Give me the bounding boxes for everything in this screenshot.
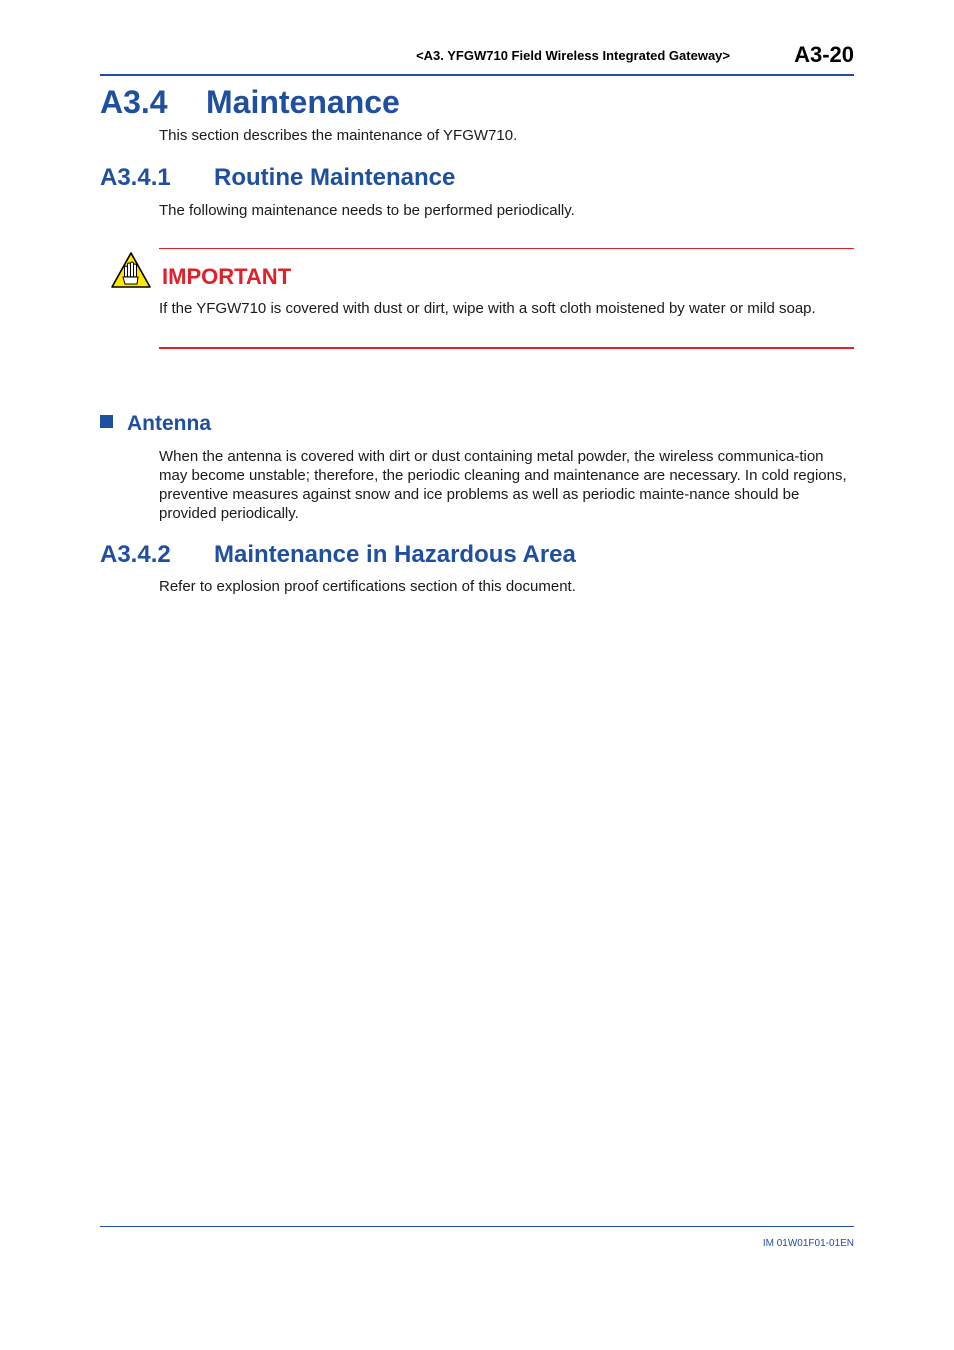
- header-rule: [100, 74, 854, 76]
- important-label: IMPORTANT: [162, 264, 292, 289]
- subsection-number: A3.4.1: [100, 164, 171, 191]
- important-text: If the YFGW710 is covered with dust or dirt, wipe with a soft cloth moistened by water or mild soap.: [159, 300, 816, 317]
- section-heading: [100, 84, 400, 121]
- routine-intro: The following maintenance needs to be performed periodically.: [159, 202, 575, 219]
- subsection-heading-routine: [100, 164, 455, 192]
- section-title: Maintenance: [206, 84, 400, 120]
- subsection-title: Maintenance in Hazardous Area: [214, 541, 576, 568]
- subsection-number: A3.4.2: [100, 541, 171, 568]
- hazardous-text: Refer to explosion proof certifications section of this document.: [159, 578, 576, 595]
- running-header-chapter: <A3. YFGW710 Field Wireless Integrated Gateway>: [416, 48, 730, 63]
- subsection-title: Routine Maintenance: [214, 164, 456, 191]
- antenna-title: Antenna: [127, 412, 211, 435]
- square-bullet-icon: [100, 415, 113, 428]
- antenna-text: When the antenna is covered with dirt or dust containing metal powder, the wireless communica-tion may become unstable; therefore, the periodic cleaning and maintenance are necessary. In cold regions, preventive measures against snow and ice problems as well as periodic mainte-nance should be provided periodically.: [159, 448, 847, 522]
- important-top-rule: [159, 248, 854, 249]
- page-number: A3-20: [794, 42, 854, 67]
- section-intro: This section describes the maintenance of YFGW710.: [159, 127, 518, 144]
- important-hand-warning-icon: [110, 251, 152, 289]
- important-bottom-rule: [159, 347, 854, 349]
- footer-rule: [100, 1226, 854, 1227]
- antenna-heading: [100, 412, 211, 436]
- document-code: IM 01W01F01-01EN: [762, 1238, 854, 1249]
- subsection-heading-hazardous: [100, 541, 576, 569]
- section-number: A3.4: [100, 84, 168, 120]
